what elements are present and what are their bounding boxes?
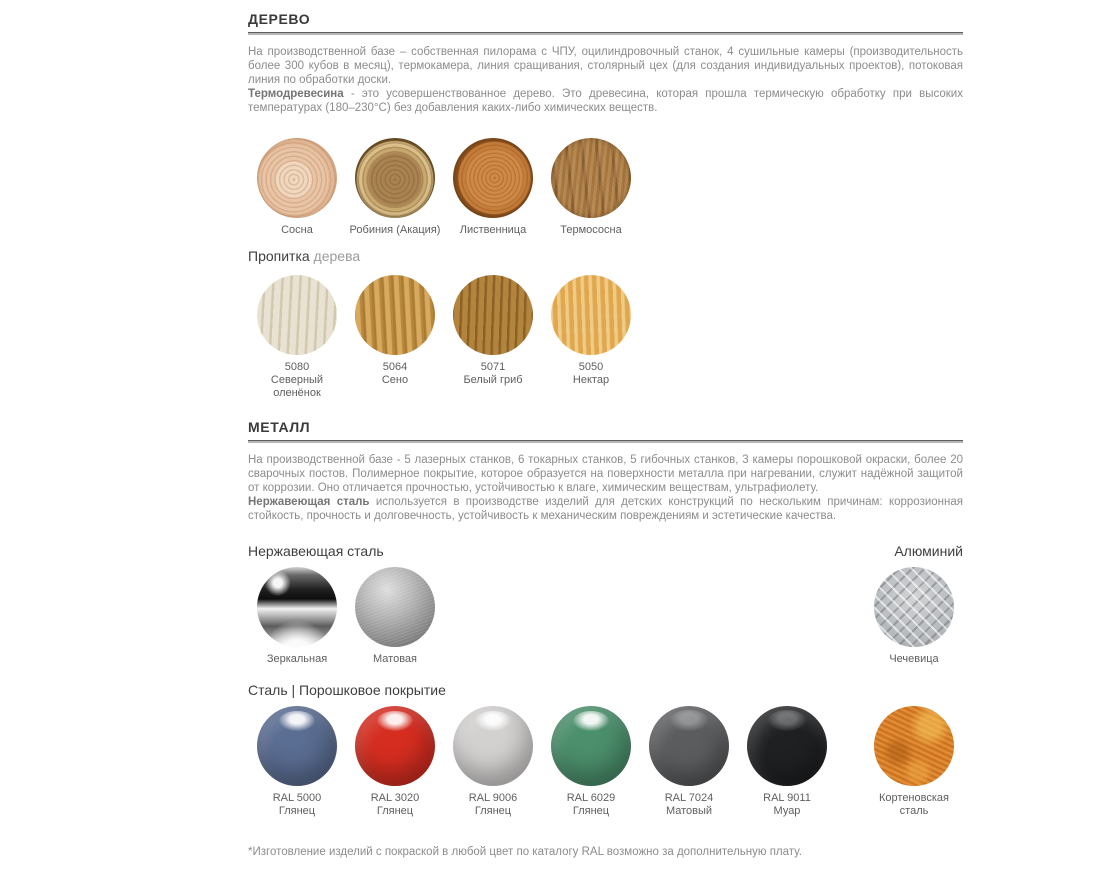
impregnation-heading-light: дерева [309,248,361,264]
ral6029-ball-image [551,706,631,786]
swatch-label: Робиния (Акация) [349,224,441,236]
swatch-label [371,792,420,818]
impregnation-5080-image [257,275,337,355]
ral3020-ball-image [355,706,435,786]
ral-code: RAL 9006 [468,792,518,804]
impregnation-name: Северный оленёнок [270,374,324,399]
aluminum-heading: Алюминий [894,543,963,559]
swatch-label: Сосна [281,224,313,236]
corten-name: Кортеновская сталь [879,792,949,817]
swatch-label: Лиственница [459,224,527,236]
impregnation-5071-image [453,275,533,355]
stainless-paragraph [248,495,963,523]
ral5000-ball-image [257,706,337,786]
ral9006-ball-image [453,706,533,786]
swatch-label [763,792,811,818]
aluminum-lentil [865,567,963,666]
ral-finish: Муар [773,805,801,817]
powder-ral5000 [248,706,346,818]
wood-species-pine [248,138,346,237]
swatch-label [382,361,408,387]
powder-coating-row [248,706,963,818]
swatch-label [567,792,616,818]
ral-finish: Матовый [665,805,713,817]
swatch-label [665,792,714,818]
wood-species-robinia [346,138,444,237]
swatch-label [573,361,609,387]
thermowood-text: - это усовершенствованное дерево. Это древесина, которая прошла термическую обработку при высоких температурах (180–230°C) без добавления каких-либо химических веществ. [248,88,963,114]
powder-ral7024 [640,706,738,818]
impregnation-row [248,275,963,400]
stainless-matte [346,567,444,666]
ral7024-ball-image [649,706,729,786]
corten-steel [865,706,963,818]
impregnation-code: 5064 [382,361,408,373]
powder-ral3020 [346,706,444,818]
wood-species-row [248,138,963,237]
impregnation-name: Нектар [572,374,610,386]
swatch-label: Термососна [560,224,622,236]
wood-species-larch [444,138,542,237]
powder-ral9006 [444,706,542,818]
impregnation-5050 [542,275,640,387]
pine-cut-image [257,138,337,218]
ral-code: RAL 6029 [566,792,616,804]
corten-steel-image [874,706,954,786]
wood-species-thermopine [542,138,640,237]
impregnation-heading-bold: Пропитка [248,248,310,264]
metal-subheadings-row [248,543,963,559]
ral-footnote: *Изготовление изделий с покраской в любой цвет по каталогу RAL возможно за дополнительную плату. [248,846,802,858]
stainless-mirror [248,567,346,666]
stainless-heading: Нержавеющая сталь [248,543,384,559]
powder-coating-heading: Сталь | Порошковое покрытие [248,682,446,698]
impregnation-5064 [346,275,444,387]
impregnation-code: 5080 [284,361,310,373]
wood-heading-rule [248,32,963,35]
larch-cut-image [453,138,533,218]
powder-ral9011 [738,706,836,818]
robinia-cut-image [355,138,435,218]
impregnation-name: Сено [381,374,409,386]
ral-code: RAL 9011 [763,792,811,804]
swatch-label [463,361,522,387]
metal-intro-paragraph: На производственной базе - 5 лазерных станков, 6 токарных станков, 5 гибочных станков, 3 камеры порошковой окраски, более 20 сварочных постов. Полимерное покрытие, которое образуется на поверхности металла при нагревании, служит надёжной защитой от коррозии. Оно отличается прочностью, устойчивостью к влаге, химическим веществам, ультрафиолету. [248,454,963,494]
swatch-label [871,792,957,818]
diamond-plate-image [874,567,954,647]
ral9011-ball-image [747,706,827,786]
metal-section-heading: МЕТАЛЛ [248,419,311,435]
impregnation-code: 5050 [578,361,604,373]
ral-finish: Глянец [474,805,512,817]
ral-code: RAL 3020 [370,792,420,804]
ral-code: RAL 5000 [272,792,322,804]
metal-heading-rule [248,440,963,443]
swatch-label: Зеркальная [266,653,328,665]
stainless-lead: Нержавеющая сталь [248,496,370,508]
impregnation-code: 5071 [480,361,506,373]
catalog-page [248,0,963,858]
ral-finish: Глянец [376,805,414,817]
swatch-label [273,792,322,818]
thermowood-paragraph [248,87,963,115]
wood-intro-paragraph: На производственной базе – собственная пилорама с ЧПУ, оцилиндровочный станок, 4 сушильные камеры (производительность более 300 кубов в месяц), термокамера, линия сращивания, столярный цех (для создания индивидуальных проектов), потоковая линия по обработки доски. [248,46,963,86]
impregnation-name: Белый гриб [463,374,523,386]
swatch-label: Матовая [373,653,417,665]
swatch-label: Чечевица [889,653,939,665]
impregnation-heading [248,248,963,264]
powder-ral6029 [542,706,640,818]
stainless-text: используется в производстве изделий для детских конструкций по нескольким причинам: коррозионная стойкость, прочность и долговечность, устойчивость к механическим повреждениям и эстетические качества. [248,496,963,522]
ral-code: RAL 7024 [664,792,714,804]
swatch-label [261,361,333,400]
stainless-aluminum-row [248,567,963,666]
thermopine-image [551,138,631,218]
mirror-steel-sphere-image [257,567,337,647]
wood-section-heading: ДЕРЕВО [248,11,311,27]
impregnation-5080 [248,275,346,400]
impregnation-5064-image [355,275,435,355]
thermowood-lead: Термодревесина [248,88,344,100]
impregnation-5050-image [551,275,631,355]
ral-finish: Глянец [572,805,610,817]
ral-finish: Глянец [278,805,316,817]
impregnation-5071 [444,275,542,387]
swatch-label [469,792,518,818]
matte-steel-sphere-image [355,567,435,647]
